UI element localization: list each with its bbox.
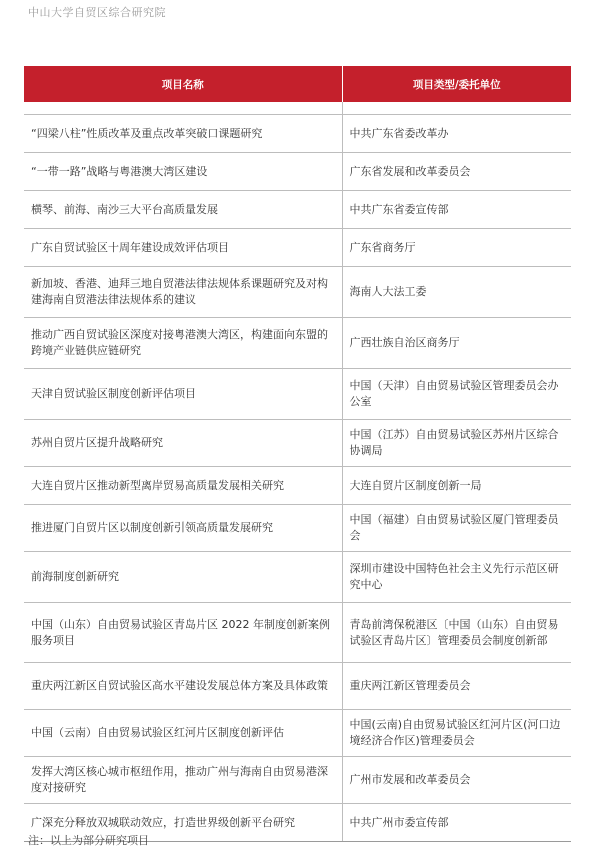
project-name-cell: “一带一路”战略与粤港澳大湾区建设 xyxy=(24,153,342,191)
project-unit-cell: 中国（福建）自由贸易试验区厦门管理委员会 xyxy=(342,505,571,552)
project-unit-cell: 广州市发展和改革委员会 xyxy=(342,757,571,804)
table-row xyxy=(24,710,571,757)
table-row xyxy=(24,115,571,153)
column-header-type: 项目类型/委托单位 xyxy=(342,66,571,102)
project-unit-cell: 中国（江苏）自由贸易试验区苏州片区综合协调局 xyxy=(342,420,571,467)
project-name-cell: 广东自贸试验区十周年建设成效评估项目 xyxy=(24,229,342,267)
table-row xyxy=(24,267,571,318)
table-row xyxy=(24,505,571,552)
project-name-cell: 天津自贸试验区制度创新评估项目 xyxy=(24,369,342,420)
table-row xyxy=(24,153,571,191)
table-row xyxy=(24,467,571,505)
project-unit-cell: 广东省商务厅 xyxy=(342,229,571,267)
table-body xyxy=(24,102,571,842)
project-unit-cell: 中共广州市委宣传部 xyxy=(342,804,571,842)
project-name-cell: 广深充分释放双城联动效应，打造世界级创新平台研究 xyxy=(24,804,342,842)
table-row xyxy=(24,757,571,804)
project-name-cell: 新加坡、香港、迪拜三地自贸港法律法规体系课题研究及对构建海南自贸港法律法规体系的建议 xyxy=(24,267,342,318)
table-row xyxy=(24,663,571,710)
table-row xyxy=(24,552,571,603)
table-header-row xyxy=(24,66,571,102)
project-table xyxy=(24,66,571,842)
project-unit-cell: 重庆两江新区管理委员会 xyxy=(342,663,571,710)
project-name-cell: 大连自贸片区推动新型离岸贸易高质量发展相关研究 xyxy=(24,467,342,505)
project-unit-cell: 广东省发展和改革委员会 xyxy=(342,153,571,191)
table-row xyxy=(24,603,571,663)
table-row xyxy=(24,318,571,369)
footnote: 注：以上为部分研究项目 xyxy=(28,834,149,847)
project-name-cell: 重庆两江新区自贸试验区高水平建设发展总体方案及具体政策 xyxy=(24,663,342,710)
table-row xyxy=(24,191,571,229)
institution-header: 中山大学自贸区综合研究院 xyxy=(28,6,166,19)
project-name-cell: 前海制度创新研究 xyxy=(24,552,342,603)
project-name-cell: “四梁八柱”性质改革及重点改革突破口课题研究 xyxy=(24,115,342,153)
spacer-cell xyxy=(24,102,342,115)
column-header-name: 项目名称 xyxy=(24,66,342,102)
project-unit-cell: 深圳市建设中国特色社会主义先行示范区研究中心 xyxy=(342,552,571,603)
project-unit-cell: 中国(云南)自由贸易试验区红河片区(河口边境经济合作区)管理委员会 xyxy=(342,710,571,757)
project-unit-cell: 中国（天津）自由贸易试验区管理委员会办公室 xyxy=(342,369,571,420)
table-row xyxy=(24,420,571,467)
project-unit-cell: 中共广东省委宣传部 xyxy=(342,191,571,229)
project-name-cell: 发挥大湾区核心城市枢纽作用，推动广州与海南自由贸易港深度对接研究 xyxy=(24,757,342,804)
project-unit-cell: 中共广东省委改革办 xyxy=(342,115,571,153)
project-unit-cell: 大连自贸片区制度创新一局 xyxy=(342,467,571,505)
project-name-cell: 苏州自贸片区提升战略研究 xyxy=(24,420,342,467)
table-spacer-row xyxy=(24,102,571,115)
spacer-cell xyxy=(342,102,571,115)
project-name-cell: 横琴、前海、南沙三大平台高质量发展 xyxy=(24,191,342,229)
project-name-cell: 中国（山东）自由贸易试验区青岛片区 2022 年制度创新案例服务项目 xyxy=(24,603,342,663)
table-row xyxy=(24,229,571,267)
project-name-cell: 推进厦门自贸片区以制度创新引领高质量发展研究 xyxy=(24,505,342,552)
project-unit-cell: 海南人大法工委 xyxy=(342,267,571,318)
project-unit-cell: 广西壮族自治区商务厅 xyxy=(342,318,571,369)
table-row xyxy=(24,369,571,420)
project-name-cell: 中国（云南）自由贸易试验区红河片区制度创新评估 xyxy=(24,710,342,757)
project-unit-cell: 青岛前湾保税港区〔中国（山东）自由贸易试验区青岛片区〕管理委员会制度创新部 xyxy=(342,603,571,663)
project-name-cell: 推动广西自贸试验区深度对接粤港澳大湾区，构建面向东盟的跨境产业链供应链研究 xyxy=(24,318,342,369)
